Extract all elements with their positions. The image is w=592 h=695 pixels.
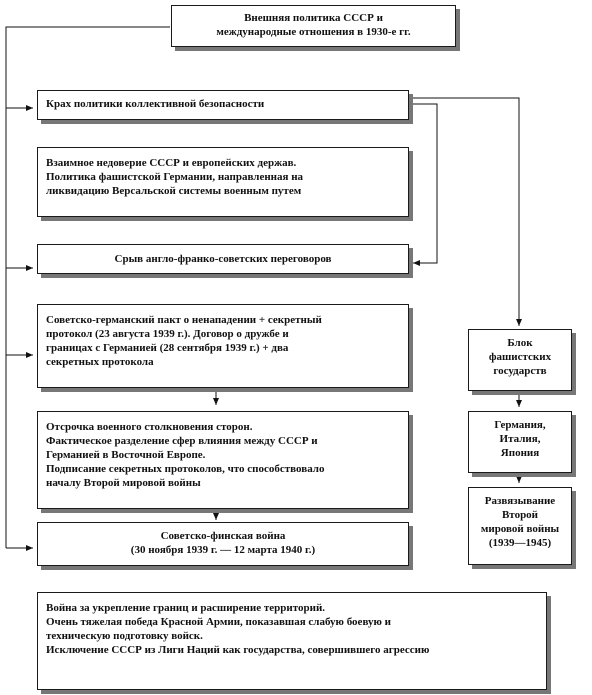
talks-failure-box: Срыв англо-франко-советских переговоров bbox=[37, 244, 409, 274]
arrow-collapse-to-bloc bbox=[409, 98, 519, 326]
collapse-box: Крах политики коллективной безопасности bbox=[37, 90, 409, 120]
delay-box: Отсрочка военного столкновения сторон. Фактическое разделение сфер влияния между СССР и Германией в Восточной Европе. Подписание секретных протоколов, что способствовало началу Второй мировой войны bbox=[37, 411, 409, 509]
pact-box: Советско-германский пакт о ненападении + секретный протокол (23 августа 1939 г.). Договор о дружбе и границах с Германией (28 сентября 1939 г.) + два секретных протокола bbox=[37, 304, 409, 388]
ww2-box: Развязывание Второй мировой войны (1939—1945) bbox=[468, 487, 572, 565]
finnish-war-box: Советско-финская война (30 ноября 1939 г. — 12 марта 1940 г.) bbox=[37, 522, 409, 566]
distrust-box: Взаимное недоверие СССР и европейских держав. Политика фашистской Германии, направленная на ликвидацию Версальской системы военным путем bbox=[37, 147, 409, 217]
consequences-box: Война за укрепление границ и расширение территорий. Очень тяжелая победа Красной Армии, показавшая слабую боевую и техническую подготовку войск. Исключение СССР из Лиги Наций как государства, совершившего агрессию bbox=[37, 592, 547, 690]
title-box: Внешняя политика СССР и международные отношения в 1930-е гг. bbox=[171, 5, 456, 47]
members-box: Германия, Италия, Япония bbox=[468, 411, 572, 473]
arrow-collapse-to-talks bbox=[409, 104, 437, 263]
bloc-box: Блок фашистских государств bbox=[468, 329, 572, 391]
